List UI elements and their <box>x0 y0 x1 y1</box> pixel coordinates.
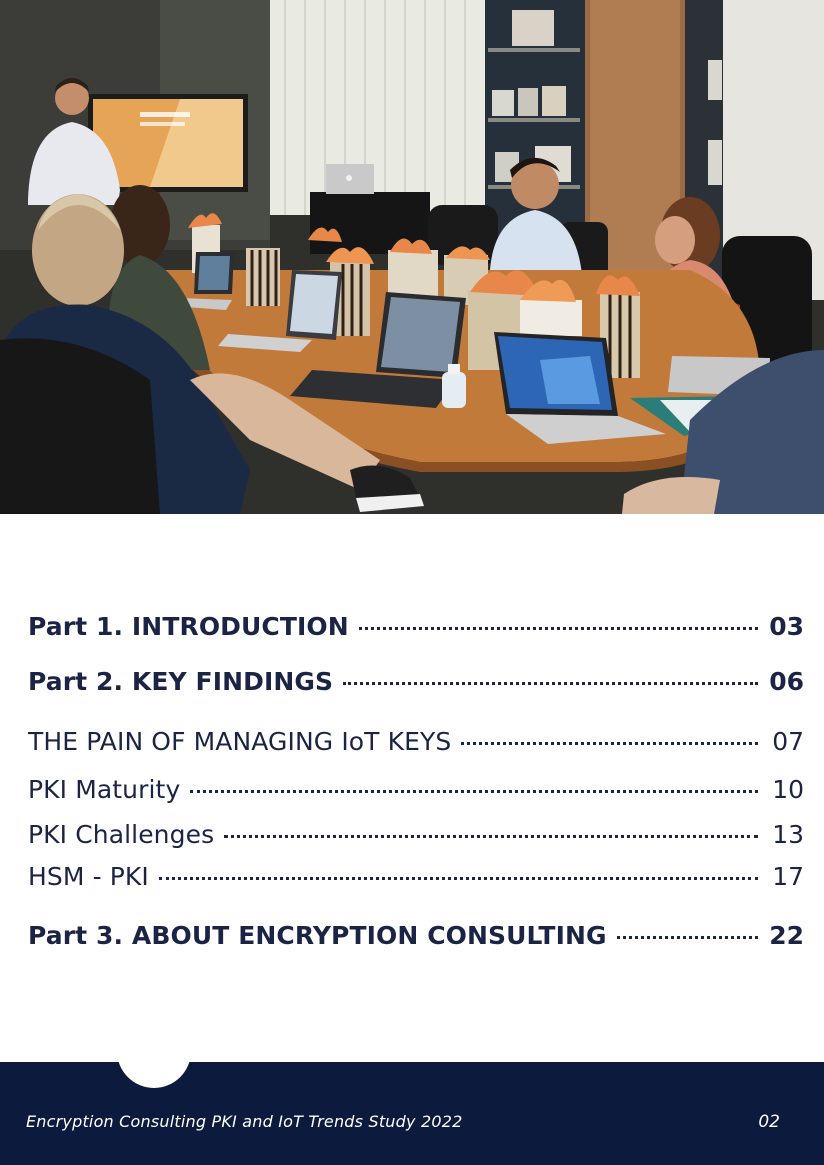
toc-entry-part-1[interactable] <box>28 612 804 648</box>
toc-entry-page: 13 <box>772 820 804 849</box>
toc-entry-hsm-pki[interactable] <box>28 862 804 898</box>
toc-entry-pain-of-managing-iot-keys[interactable] <box>28 727 804 763</box>
toc-entry-page: 03 <box>769 612 804 641</box>
toc-entry-page: 07 <box>772 727 804 756</box>
toc-leader-dots <box>461 742 758 745</box>
toc-entry-page: 10 <box>772 775 804 804</box>
toc-entry-label: HSM - PKI <box>28 862 149 891</box>
toc-leader-dots <box>359 627 758 630</box>
footer-title: Encryption Consulting PKI and IoT Trends Study 2022 <box>26 1112 463 1131</box>
toc-entry-label: PKI Challenges <box>28 820 215 849</box>
toc-entry-page: 22 <box>769 921 804 950</box>
toc-leader-dots <box>617 936 758 939</box>
toc-entry-pki-maturity[interactable] <box>28 775 804 811</box>
toc-entry-page: 17 <box>772 862 804 891</box>
page-footer <box>0 1062 824 1165</box>
toc-leader-dots <box>343 682 758 685</box>
toc-entry-part-2[interactable] <box>28 667 804 703</box>
meeting-photo-illustration <box>0 0 824 514</box>
hero-photo <box>0 0 824 514</box>
toc-entry-pki-challenges[interactable] <box>28 820 804 856</box>
toc-entry-part-3[interactable] <box>28 921 804 957</box>
footer-decorative-circle <box>117 1062 191 1088</box>
toc-entry-label: Part 3. ABOUT ENCRYPTION CONSULTING <box>28 921 607 950</box>
toc-entry-label: Part 2. KEY FINDINGS <box>28 667 334 696</box>
toc-entry-page: 06 <box>769 667 804 696</box>
toc-entry-label: PKI Maturity <box>28 775 181 804</box>
toc-leader-dots <box>159 877 758 880</box>
toc-entry-label: THE PAIN OF MANAGING IoT KEYS <box>28 727 452 756</box>
toc-leader-dots <box>224 835 758 838</box>
toc-leader-dots <box>190 790 758 793</box>
toc-entry-label: Part 1. INTRODUCTION <box>28 612 349 641</box>
footer-page-number: 02 <box>758 1112 780 1132</box>
